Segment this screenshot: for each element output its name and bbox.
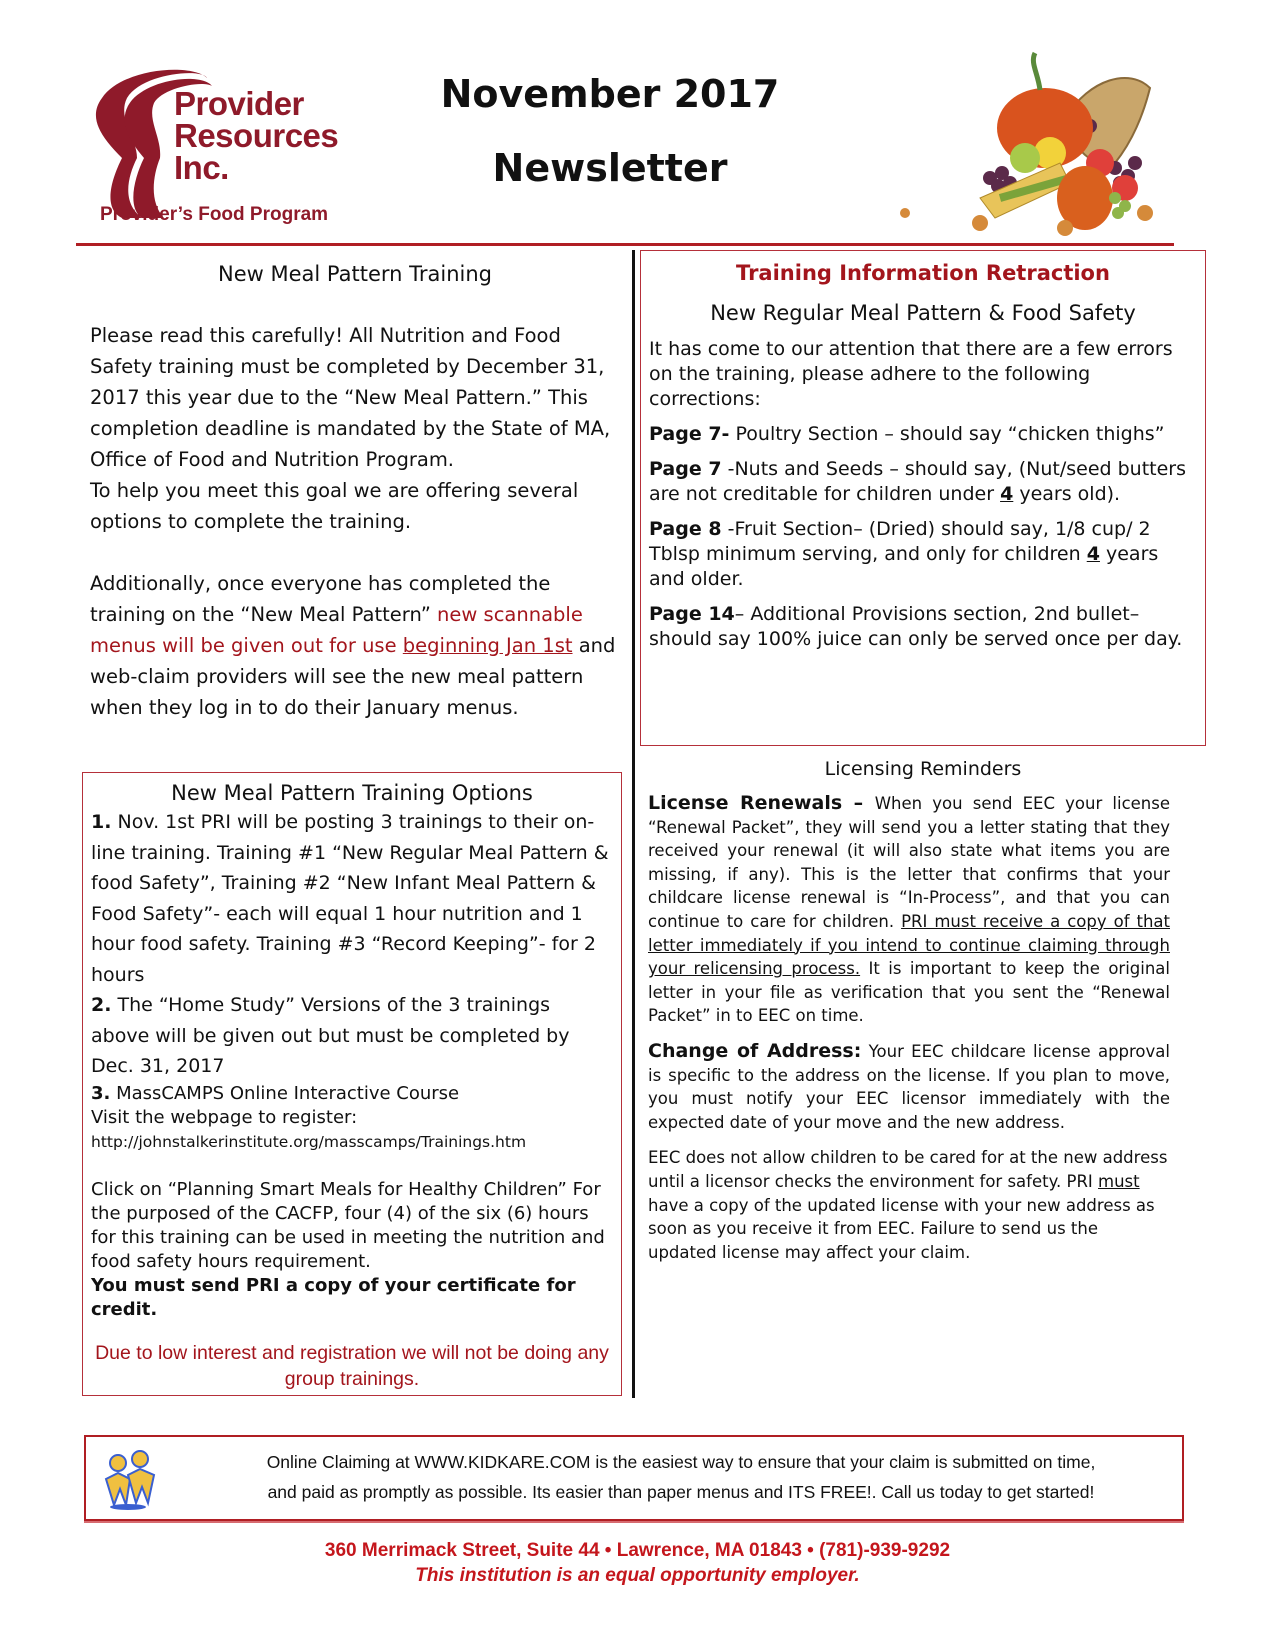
intro-text: Please read this carefully! All Nutrition and Food Safety training must be completed by December 31, 2017 this year due to the “New Meal Pattern.” This completion deadline is mandated by the State of MA, Office of Food and Nutrition Program.	[90, 324, 611, 471]
correction-text: -Nuts and Seeds – should say, (Nut/seed butters are not creditable for children under	[649, 458, 1187, 505]
page-label: Page 7	[649, 458, 722, 480]
masscamps-link[interactable]: http://johnstalkerinstitute.org/masscamps/Trainings.htm	[91, 1132, 527, 1151]
retraction-box	[640, 250, 1206, 746]
page-label: Page 14	[649, 603, 735, 625]
column-divider	[632, 250, 635, 1398]
scannable-menus-text: new scannable menus will be given out for use	[90, 603, 583, 657]
planning-smart-meals-text: Click on “Planning Smart Meals for Healthy Children” For the purposed of the CACFP, four (4) of the six (6) hours for this training can be used in meeting the nutrition and food safety hours requirement.	[91, 1178, 605, 1272]
correction-text: years and older.	[649, 543, 1159, 590]
age-number: 4	[1086, 543, 1100, 565]
training-options-box	[82, 772, 622, 1396]
additionally-text: Additionally, once everyone has completed the training on the “New Meal Pattern”	[90, 572, 551, 626]
newsletter-title: Newsletter	[492, 146, 728, 190]
kidkare-line-2: and paid as promptly as possible. Its easier than paper menus and ITS FREE!. Call us today to get started!	[267, 1482, 1095, 1502]
options-text: To help you meet this goal we are offering several options to complete the training.	[90, 479, 579, 533]
retraction-subtitle: New Regular Meal Pattern & Food Safety	[710, 301, 1136, 325]
kidkare-children-icon	[98, 1449, 162, 1511]
page-label: Page 7-	[649, 423, 730, 445]
option-text: The “Home Study” Versions of the 3 trainings above will be given out but must be completed by Dec. 31, 2017	[91, 994, 570, 1077]
kidkare-line-1: Online Claiming at WWW.KIDKARE.COM is the easiest way to ensure that your claim is submitted on time,	[266, 1452, 1096, 1472]
age-number: 4	[1000, 483, 1014, 505]
address-text: Your EEC childcare license approval is specific to the address on the license. If you plan to move, you must notify your EEC licensor immediately with the expected date of your move and the new address.	[648, 1041, 1170, 1132]
licensing-reminders-section	[648, 792, 1170, 1276]
kidkare-banner	[84, 1435, 1184, 1521]
logo-line-2: Resources	[174, 117, 339, 154]
correction-item	[649, 457, 1197, 507]
renewals-text: When you send EEC your license “Renewal Packet”, they will send you a letter stating that they received your renewal (it will also state what items you are missing, if any). This is the letter that confirms that your childcare license renewal is “In-Process”, and that you can continue to care for children.	[648, 794, 1171, 931]
newsletter-title-month: November 2017	[440, 72, 780, 116]
cornucopia-harvest-icon	[860, 48, 1160, 238]
section-title: New Meal Pattern Training	[218, 262, 492, 286]
option-3	[91, 1082, 613, 1106]
retraction-intro: It has come to our attention that there are a few errors on the training, please adhere to the following corrections:	[649, 338, 1173, 410]
address-label: Change of Address:	[648, 1039, 862, 1062]
correction-item	[649, 517, 1197, 592]
correction-text: -Fruit Section– (Dried) should say, 1/8 cup/ 2 Tblsp minimum serving, and only for children	[649, 518, 1151, 565]
eec-text: EEC does not allow children to be cared for at the new address until a licensor checks the environment for safety. PRI	[648, 1148, 1168, 1191]
eec-paragraph	[648, 1146, 1170, 1264]
kidkare-message	[186, 1447, 1176, 1507]
correction-item	[649, 602, 1197, 652]
footer-eoe-statement: This institution is an equal opportunity employer.	[415, 1565, 860, 1586]
renewals-text: It is important to keep the original letter in your file as verification that you sent the “Renewal Packet” in to EEC on time.	[648, 959, 1170, 1026]
page-label: Page 8	[649, 518, 722, 540]
correction-text: years old).	[1013, 483, 1121, 505]
logo-tagline: Provider’s Food Program	[100, 204, 329, 225]
option-2	[91, 990, 613, 1082]
renewals-label: License Renewals –	[648, 792, 875, 814]
training-intro-paragraph	[90, 320, 620, 723]
correction-text: – Additional Provisions section, 2nd bullet– should say 100% juice can only be served once per day.	[649, 603, 1183, 650]
correction-item	[649, 422, 1197, 447]
eec-text: have a copy of the updated license with your new address as soon as you receive it from EEC. Failure to send us the updated license may affect your claim.	[648, 1195, 1155, 1262]
meal-pattern-training-section	[90, 262, 620, 723]
retraction-title: Training Information Retraction	[736, 261, 1110, 285]
licensing-title: Licensing Reminders	[824, 758, 1022, 780]
option-text: Nov. 1st PRI will be posting 3 trainings to their on-line training. Training #1 “New Regular Meal Pattern & food Safety”, Training #2 “New Infant Meal Pattern & Food Safety”- each will equal 1 hour nutrition and 1 hour food safety. Training #3 “Record Keeping”- for 2 hours	[91, 811, 609, 986]
logo-line-1: Provider	[174, 85, 304, 122]
must-text: must	[1098, 1171, 1140, 1191]
beginning-jan-1st-text: beginning Jan 1st	[402, 634, 573, 657]
option-number: 2.	[91, 994, 112, 1016]
option-1	[91, 807, 613, 990]
option-number: 3.	[91, 1082, 111, 1104]
certificate-requirement: You must send PRI a copy of your certificate for credit.	[91, 1274, 576, 1320]
footer-address: 360 Merrimack Street, Suite 44 • Lawrence, MA 01843 • (781)-939-9292	[324, 1540, 951, 1561]
visit-webpage-text: Visit the webpage to register:	[91, 1106, 358, 1128]
options-title: New Meal Pattern Training Options	[171, 781, 533, 805]
correction-text: Poultry Section – should say “chicken thighs”	[729, 423, 1165, 445]
header-divider	[76, 243, 1174, 246]
option-text: MassCAMPS Online Interactive Course	[110, 1082, 460, 1104]
logo-line-3: Inc.	[174, 149, 229, 186]
license-renewals-paragraph	[648, 792, 1170, 1028]
change-of-address-paragraph	[648, 1040, 1170, 1134]
provider-resources-logo	[82, 58, 352, 234]
no-group-trainings-notice: Due to low interest and registration we will not be doing any group trainings.	[95, 1341, 609, 1390]
option-number: 1.	[91, 811, 112, 833]
web-claim-text: and web-claim providers will see the new meal pattern when they log in to do their January menus.	[90, 634, 616, 719]
renewals-underlined-text: PRI must receive a copy of that letter immediately if you intend to continue claiming through your relicensing process.	[648, 911, 1170, 979]
